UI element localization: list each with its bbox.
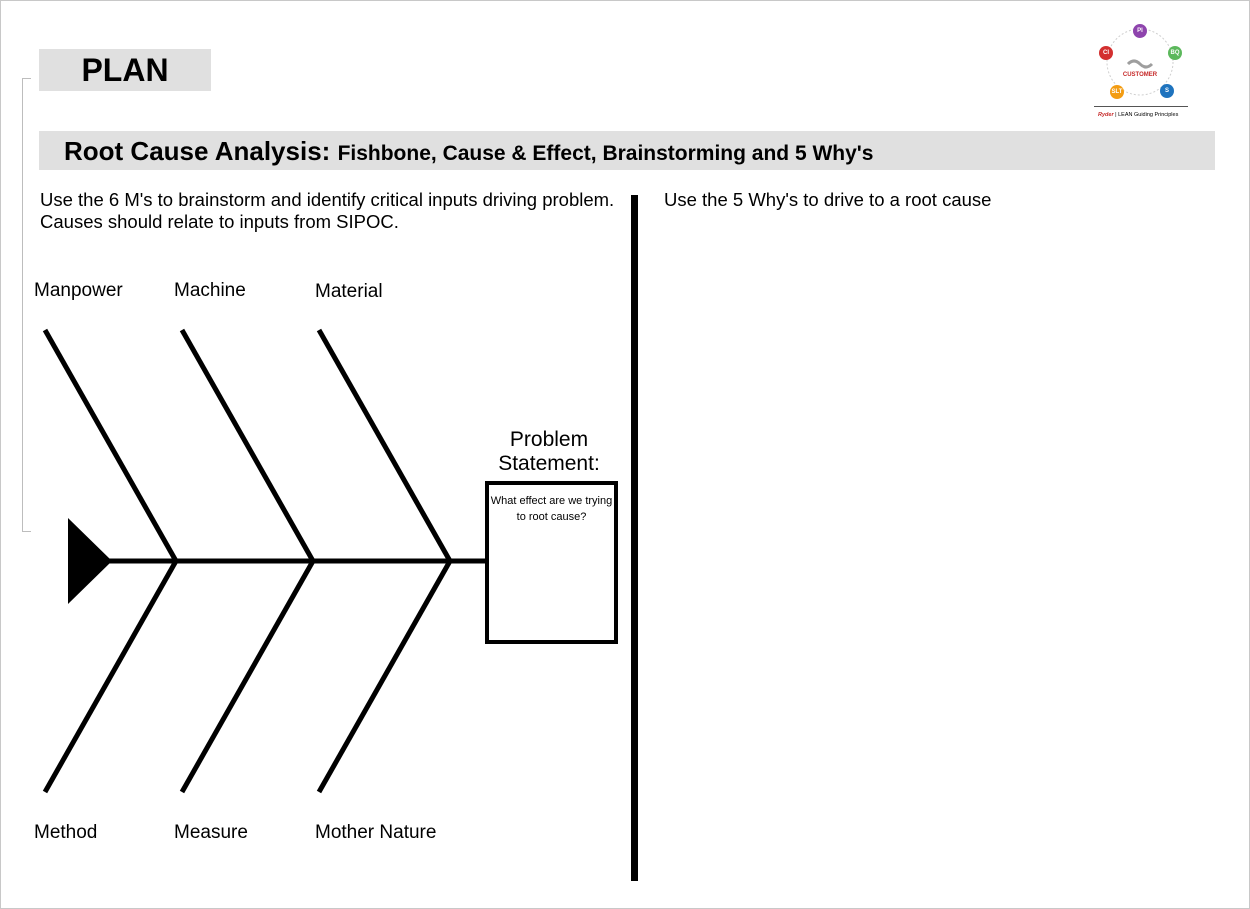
logo-dot-pi: PI — [1133, 24, 1147, 38]
fish-tail — [68, 518, 112, 604]
bone-mother-nature — [319, 561, 450, 792]
logo-footer: Ryder | LEAN Guiding Principles — [1098, 112, 1179, 118]
category-method: Method — [34, 822, 98, 843]
bone-measure — [182, 561, 313, 792]
category-mother-nature: Mother Nature — [315, 822, 437, 843]
logo-dot-slt: SLT — [1110, 85, 1124, 99]
category-manpower: Manpower — [34, 280, 123, 301]
bone-manpower — [45, 330, 176, 561]
lean-principles-logo — [1088, 12, 1192, 124]
category-material: Material — [315, 281, 383, 302]
logo-center-text: CUSTOMER — [1122, 72, 1158, 78]
logo-rule — [1094, 106, 1188, 107]
column-divider — [631, 195, 638, 881]
category-machine: Machine — [174, 280, 246, 301]
category-measure: Measure — [174, 822, 248, 843]
logo-dot-bq: BQ — [1168, 46, 1182, 60]
bone-method — [45, 561, 176, 792]
logo-brand: Ryder — [1098, 112, 1114, 118]
logo-tagline: LEAN Guiding Principles — [1118, 112, 1179, 118]
section-title-main: Root Cause Analysis: — [64, 136, 331, 166]
bone-material — [319, 330, 450, 561]
logo-dot-ci: CI — [1099, 46, 1113, 60]
problem-statement-box[interactable] — [485, 481, 618, 644]
bone-machine — [182, 330, 313, 561]
phase-label: PLAN — [81, 52, 169, 88]
problem-statement-title: Problem Statement: — [498, 428, 600, 475]
problem-statement-hint: What effect are we trying to root cause? — [490, 495, 613, 523]
logo-dot-s: S — [1160, 84, 1174, 98]
five-whys-instructions: Use the 5 Why's to drive to a root cause — [664, 189, 992, 210]
section-title-sub: Fishbone, Cause & Effect, Brainstorming and 5 Why's — [337, 142, 874, 165]
fishbone-instructions: Use the 6 M's to brainstorm and identify critical inputs driving problem. Causes should relate to inputs from SIPOC. — [40, 189, 615, 232]
